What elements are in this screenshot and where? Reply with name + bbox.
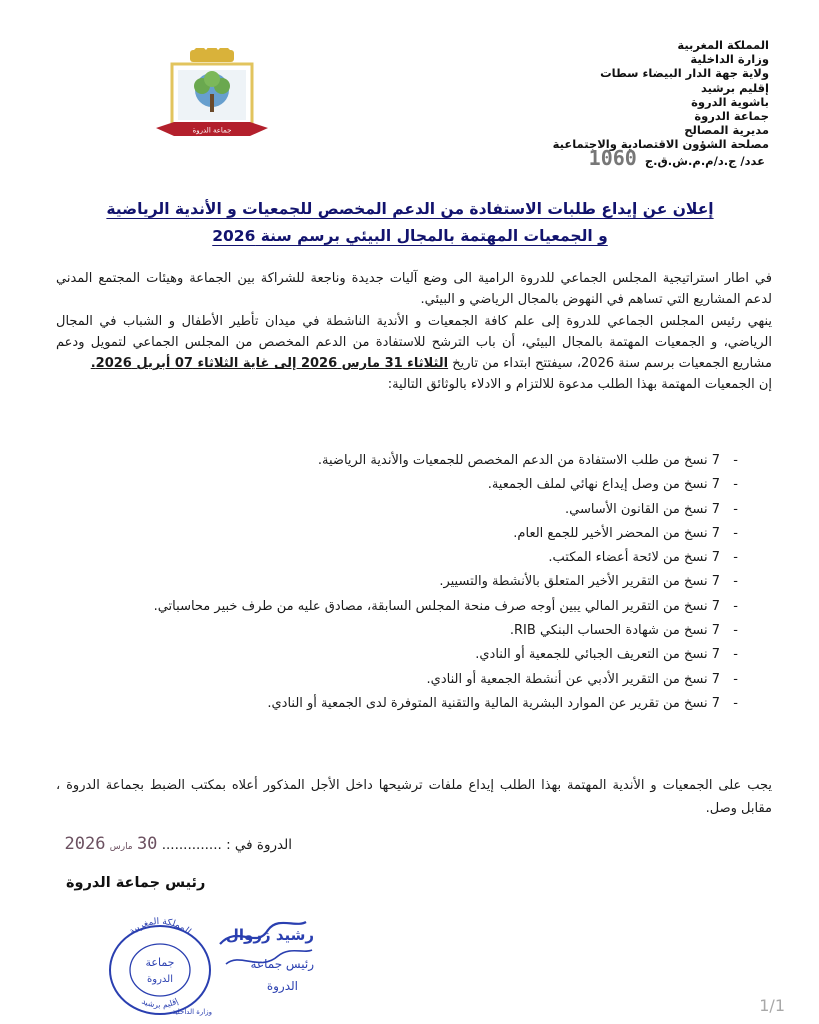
reference-code: ج.د/م.م.ش.ق.ج	[644, 154, 737, 168]
date-dots: ..............	[161, 837, 222, 853]
documents-intro: إن الجمعيات المهتمة بهذا الطلب مدعوة للالتزام و الادلاء بالوثائق التالية:	[387, 377, 772, 393]
list-item: - 7 نسخ من شهادة الحساب البنكي RIB.	[56, 620, 738, 641]
reference-number	[475, 146, 765, 170]
reference-label: عدد/	[740, 154, 765, 168]
list-item: - 7 نسخ من التقرير الأخير المتعلق بالأنشطة والتسيير.	[56, 571, 738, 592]
announcement-body	[56, 268, 772, 396]
paragraph-notice: ينهي رئيس المجلس الجماعي للدروة إلى علم كافة الجمعيات و الأندية الناشطة في ميدان تأطير الأطفال و الشباب في المجال الرياضي، و الجمعيات المهتمة بالمجال البيئي، أن باب الترشح للاستفادة من الدعم المخصص من المجلس الجماعي لتمويل ودعم مشاريع الجمعيات برسم سنة 2026، سيفتتح ابتداء من تاريخ	[56, 313, 772, 372]
seal-bottom-text: إقليم برشيد	[140, 996, 180, 1010]
logo-banner-text: جماعة الدروة	[192, 126, 232, 135]
announcement-title	[100, 196, 720, 250]
reference-stamp-number: 1060	[588, 146, 637, 170]
header-line: مصلحة الشؤون الاقتصادية والاجتماعية	[552, 137, 769, 152]
place-date	[52, 834, 292, 854]
header-line: ولاية جهة الدار البيضاء سطات	[600, 66, 769, 81]
list-item: - 7 نسخ من التقرير المالي يبين أوجه صرف منحة المجلس السابقة، مصادق عليه من طرف خبير محاسباتي.	[56, 596, 738, 617]
signature-name: رشيد زروال	[225, 926, 314, 944]
list-item: - 7 نسخ من تقرير عن الموارد البشرية المالية والتقنية المتوفرة لدى الجمعية أو النادي.	[56, 693, 738, 714]
title-line-1: إعلان عن إيداع طلبات الاستفادة من الدعم المخصص للجمعيات و الأندية الرياضية	[106, 200, 714, 218]
header-line: جماعة الدروة	[694, 109, 769, 124]
list-item: - 7 نسخ من طلب الاستفادة من الدعم المخصص للجمعيات والأندية الرياضية.	[56, 450, 738, 471]
list-item: - 7 نسخ من المحضر الأخير للجمع العام.	[56, 523, 738, 544]
header-line: المملكة المغربية	[677, 38, 769, 52]
date-stamp-month: مارس	[109, 842, 133, 852]
signature-title-2: الدروة	[266, 979, 298, 993]
page-number: 1/1	[759, 996, 785, 1015]
signature-title-1: رئيس جماعة	[250, 957, 314, 971]
application-dates: الثلاثاء 31 مارس 2026 إلى غاية الثلاثاء 07 أبريل 2026.	[90, 356, 449, 372]
seal-outer-text: المملكة المغربية	[127, 916, 193, 937]
commune-logo-icon	[152, 48, 272, 148]
list-item: - 7 نسخ من التعريف الجبائي للجمعية أو النادي.	[56, 644, 738, 665]
place-label: الدروة في :	[226, 837, 292, 853]
date-stamp-day: 30	[136, 834, 158, 854]
administrative-header	[469, 38, 769, 152]
date-stamp-year: 2026	[64, 834, 106, 854]
header-line: مديرية المصالح	[684, 123, 769, 138]
header-line: وزارة الداخلية	[690, 52, 769, 67]
header-line: باشوية الدروة	[691, 94, 769, 109]
signatory-title: رئيس جماعة الدروة	[66, 875, 206, 891]
list-item: - 7 نسخ من القانون الأساسي.	[56, 499, 738, 520]
list-item: - 7 نسخ من لائحة أعضاء المكتب.	[56, 547, 738, 568]
paragraph-intro: في اطار استراتيجية المجلس الجماعي للدروة الرامية الى وضع آليات جديدة وناجعة للشراكة بين الجماعة وهيئات المجتمع المدني لدعم المشاريع التي تساهم في النهوض بالمجال الرياضي و البيئي.	[56, 271, 772, 308]
closing-paragraph: يجب على الجمعيات و الأندية المهتمة بهذا الطلب إيداع ملفات ترشيحها داخل الأجل المذكور أعلاه بمكتب الضبط بجماعة الدروة ، مقابل وصل.	[56, 778, 772, 816]
required-documents-list	[56, 450, 738, 717]
header-line: إقليم برشيد	[700, 80, 769, 95]
title-line-2: و الجمعيات المهتمة بالمجال البيئي برسم سنة 2026	[212, 227, 608, 245]
official-seal-icon	[100, 906, 320, 1018]
seal-center-line-1: جماعة	[145, 956, 175, 969]
list-item: - 7 نسخ من التقرير الأدبي عن أنشطة الجمعية أو النادي.	[56, 669, 738, 690]
seal-center-line-2: الدروة	[147, 974, 173, 985]
seal-side-text: وزارة الداخلية	[171, 1008, 212, 1016]
list-item: - 7 نسخ من وصل إيداع نهائي لملف الجمعية.	[56, 474, 738, 495]
svg-text:المملكة المغربية	[128, 917, 193, 937]
